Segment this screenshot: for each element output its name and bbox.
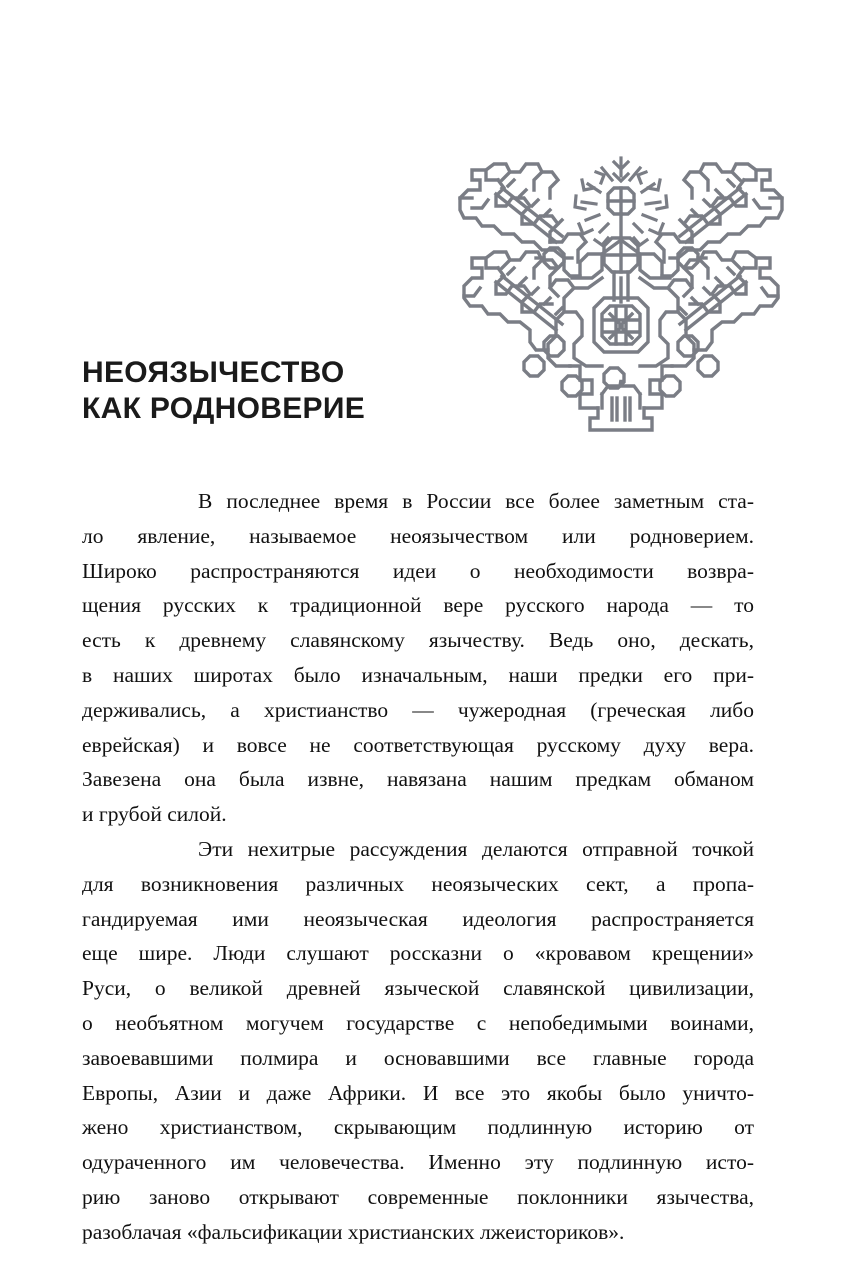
- paragraph: [82, 832, 754, 1250]
- text-line: щения русских к традиционной вере русского народа — то: [82, 593, 754, 618]
- text-line: о необъятном могучем государстве с непобедимыми воинами,: [82, 1010, 754, 1035]
- text-line: ло явление, называемое неоязычеством или родноверием.: [82, 523, 754, 548]
- text-line: держивались, а христианство — чужеродная (греческая либо: [82, 697, 754, 722]
- bottom-border: [570, 366, 672, 430]
- text-line: В последнее время в России все более заметным ста-: [198, 489, 754, 513]
- text-line: Завезена она была извне, навязана нашим предкам обманом: [82, 767, 754, 792]
- page-title-line-1: НЕОЯЗЫЧЕСТВО: [82, 356, 345, 389]
- text-line: рию заново открывают современные поклонники язычества,: [82, 1184, 754, 1209]
- text-line: разоблачая «фальсификации христианских лжеисториков».: [82, 1219, 625, 1244]
- paragraph: [82, 484, 754, 832]
- text-line: есть к древнему славянскому язычеству. Ведь оно, дескать,: [82, 628, 754, 653]
- text-line: Широко распространяются идеи о необходимости возвра-: [82, 558, 754, 583]
- ornament-artwork: [452, 150, 790, 450]
- lower-woven-rosette: [594, 298, 648, 352]
- head-rosette: [608, 188, 634, 214]
- text-line: гандируемая ими неоязыческая идеология распространяется: [82, 906, 754, 931]
- slavic-embroidery-ornament: [452, 150, 790, 450]
- text-line: жено христианством, скрывающим подлинную историю от: [82, 1115, 754, 1140]
- text-line: и грубой силой.: [82, 802, 227, 827]
- text-line: для возникновения различных неоязыческих сект, а пропа-: [82, 871, 754, 896]
- page-title-line-2: КАК РОДНОВЕРИЕ: [82, 392, 366, 425]
- page-title: [82, 355, 422, 427]
- text-line: завоевавшими полмира и основавшими все главные города: [82, 1045, 754, 1070]
- text-line: Европы, Азии и даже Африки. И все это якобы было уничто-: [82, 1080, 754, 1105]
- left-wing-lower: [464, 252, 582, 396]
- text-line: еврейская) и вовсе не соответствующая русскому духу вера.: [82, 732, 754, 757]
- body-text: [82, 484, 754, 1250]
- text-line: Эти нехитрые рассуждения делаются отправной точкой: [198, 836, 754, 861]
- text-line: одураченного им человечества. Именно эту подлинную исто-: [82, 1150, 754, 1175]
- chest-medallion: [604, 238, 638, 272]
- text-line: Руси, о великой древней языческой славянской цивилизации,: [82, 976, 754, 1001]
- text-line: в наших широтах было изначальным, наши предки его при-: [82, 662, 754, 687]
- text-line: еще шире. Люди слушают россказни о «кровавом крещении»: [82, 941, 754, 966]
- right-wing-lower: [660, 252, 778, 396]
